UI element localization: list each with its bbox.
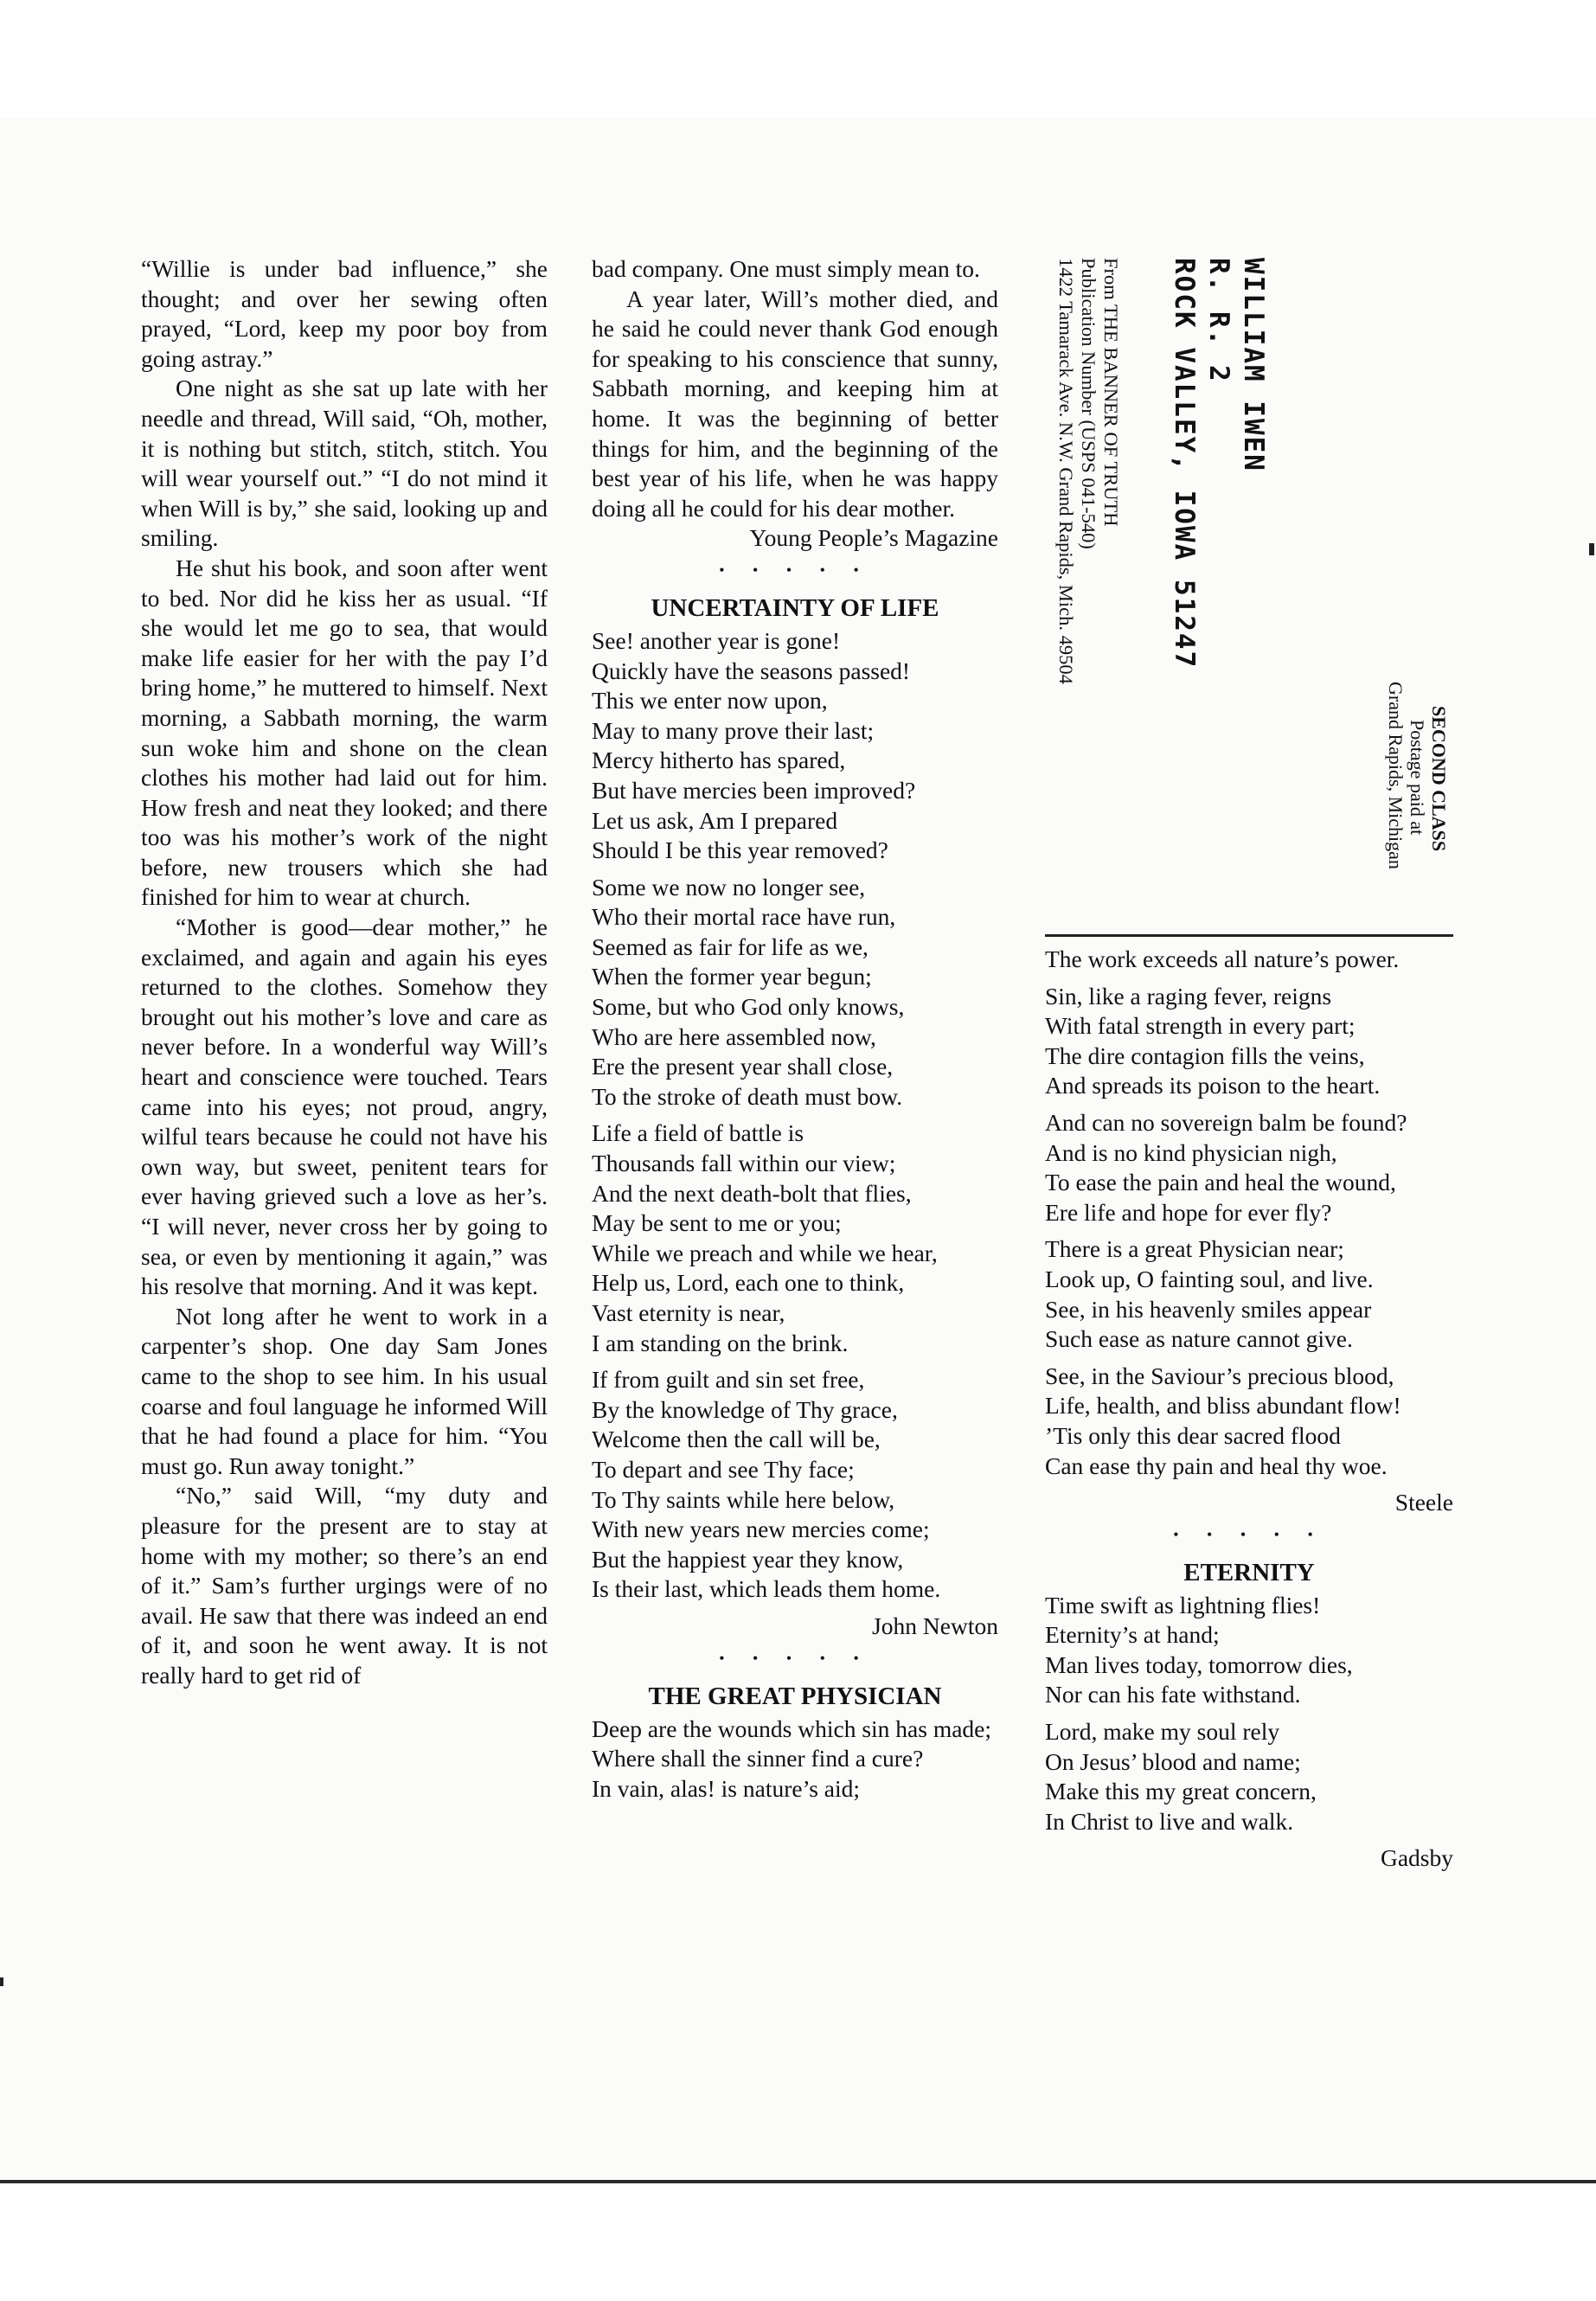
source-credit: Young People’s Magazine: [749, 524, 998, 552]
label-route: R. R. 2: [1203, 258, 1234, 383]
poem-line: There is a great Physician near;: [1045, 1235, 1344, 1263]
poem-line: To Thy saints while here below,: [592, 1485, 895, 1513]
poem-title: THE GREAT PHYSICIAN: [648, 1682, 942, 1710]
separator: • • • • •: [719, 561, 871, 579]
stanza: [592, 626, 998, 866]
label-publication: Publication Number (USPS 041-540): [1078, 258, 1099, 549]
poem-line: Such ease as nature cannot give.: [1045, 1325, 1353, 1353]
poem-line: And the next death-bolt that flies,: [592, 1179, 912, 1207]
label-rule: [1045, 934, 1453, 937]
scan-mark: [0, 1977, 3, 1986]
poem-line: The dire contagion fills the veins,: [1045, 1042, 1365, 1069]
stanza: [1045, 1717, 1453, 1836]
poem-line: Eternity’s at hand;: [1045, 1621, 1220, 1649]
label-from: From THE BANNER OF TRUTH: [1100, 258, 1122, 527]
poem-line: While we preach and while we hear,: [592, 1239, 938, 1266]
poem-line: Who their mortal race have run,: [592, 903, 896, 931]
poem-line: See! another year is gone!: [592, 626, 841, 654]
poem-line: See, in the Saviour’s precious blood,: [1045, 1362, 1394, 1389]
poem-line: Welcome then the call will be,: [592, 1426, 881, 1453]
poem-line: This we enter now upon,: [592, 687, 828, 715]
label-address: 1422 Tamarack Ave. N.W. Grand Rapids, Mich. 49504: [1055, 258, 1077, 684]
poem-line: And is no kind physician nigh,: [1045, 1138, 1337, 1166]
poem-line: With new years new mercies come;: [592, 1516, 930, 1543]
poem-great-physician: [592, 1715, 998, 1804]
poem-line: Is their last, which leads them home.: [592, 1575, 941, 1603]
poem-line: Sin, like a raging fever, reigns: [1045, 982, 1332, 1009]
poem-line: In vain, alas! is nature’s aid;: [592, 1774, 861, 1802]
poem-author: Steele: [1394, 1489, 1453, 1516]
poem-line: Time swift as lightning flies!: [1045, 1591, 1321, 1618]
paragraph: bad company. One must simply mean to.: [592, 255, 980, 282]
poem-line: Who are here assembled now,: [592, 1022, 876, 1050]
stanza: [592, 873, 998, 1112]
stanza: [1045, 1591, 1453, 1710]
story-column-2: [592, 254, 998, 1811]
stanza: [1045, 1108, 1453, 1227]
postage-class: SECOND CLASS: [1428, 706, 1450, 852]
stanza: [1045, 945, 1453, 975]
poem-title: ETERNITY: [1183, 1558, 1315, 1586]
poem-line: And spreads its poison to the heart.: [1045, 1072, 1381, 1099]
poem-line: Make this my great concern,: [1045, 1778, 1317, 1805]
postage-paid: Postage paid at: [1407, 720, 1428, 836]
poem-line: Nor can his fate withstand.: [1045, 1681, 1301, 1708]
poem-line: Ere life and hope for ever fly?: [1045, 1198, 1332, 1226]
poem-line: May to many prove their last;: [592, 716, 875, 744]
postage-city: Grand Rapids, Michigan: [1385, 682, 1407, 869]
poem-line: To the stroke of death must bow.: [592, 1082, 903, 1110]
poem-line: Life, health, and bliss abundant flow!: [1045, 1392, 1401, 1420]
poem-line: And can no sovereign balm be found?: [1045, 1108, 1407, 1136]
poem-line: Some we now no longer see,: [592, 873, 866, 901]
paragraph: Not long after he went to work in a carpenter’s shop. One day Sam Jones came to the shop to see him. In his usual coarse and foul language he informed Will that he had found a place for him. “You must go. Run away tonight.”: [141, 1302, 548, 1479]
paragraph: “Mother is good—dear mother,” he exclaimed, and again and again his eyes returned to the clothes. Somehow they brought out his mother’s love and care as never before. In a wonderful way Will’s heart and conscience were touched. Tears came into his eyes; not proud, angry, wilful tears because he could not have his own way, but sweet, penitent tears for ever having grieved such a love as her’s. “I will never, never cross her by going to sea, or even by mentioning it again,” was his resolve that morning. And it was kept.: [141, 913, 548, 1300]
poem-line: Thousands fall within our view;: [592, 1150, 896, 1177]
poem-line: In Christ to live and walk.: [1045, 1807, 1294, 1835]
poem-line: Some, but who God only knows,: [592, 993, 905, 1021]
poem-line: The work exceeds all nature’s power.: [1045, 945, 1400, 972]
poem-line: On Jesus’ blood and name;: [1045, 1747, 1301, 1775]
stanza: [592, 1715, 998, 1804]
separator: • • • • •: [1173, 1525, 1325, 1543]
poem-line: Should I be this year removed?: [592, 836, 888, 864]
paragraph: “No,” said Will, “my duty and pleasure for the present are to stay at home with my mother; so there’s an end of it.” Sam’s further urgings were of no avail. He saw that there was indeed an end of it, and soon he went away. It is not really hard to get rid of: [141, 1482, 548, 1689]
paragraph: A year later, Will’s mother died, and he said he could never thank God enough for speaking to his conscience that sunny, Sabbath morning, and keeping him at home. It was the beginning of better things for him, and the beginning of the best year of his life, when he was happy doing all he could for his dear mother.: [592, 285, 998, 522]
poem-line: Where shall the sinner find a cure?: [592, 1745, 924, 1772]
poem-line: But have mercies been improved?: [592, 776, 916, 804]
poem-line: ’Tis only this dear sacred flood: [1045, 1421, 1341, 1449]
poem-line: Mercy hitherto has spared,: [592, 747, 846, 774]
poem-line: See, in his heavenly smiles appear: [1045, 1295, 1372, 1323]
stanza: [1045, 982, 1453, 1101]
poem-line: Help us, Lord, each one to think,: [592, 1269, 905, 1297]
poem-line: Look up, O fainting soul, and live.: [1045, 1265, 1374, 1292]
poem-line: May be sent to me or you;: [592, 1209, 842, 1237]
paragraph: He shut his book, and soon after went to bed. Nor did he kiss her as usual. “If she would let me go to sea, that would make life easier for her with the pay I’d bring home,” he muttered to himself. Next morning, a Sabbath morning, the warm sun woke him and shone on the clean clothes his mother had laid out for him. How fresh and neat they looked; and there too was his mother’s work of the night before, new trousers which she had finished for him to wear at church.: [141, 554, 548, 911]
poem-column-3: [1045, 945, 1453, 1874]
label-city: ROCK VALLEY, IOWA 51247: [1169, 258, 1200, 670]
poem-line: Ere the present year shall close,: [592, 1053, 894, 1080]
poem-line: When the former year begun;: [592, 963, 872, 990]
poem-line: I am standing on the brink.: [592, 1329, 849, 1356]
poem-line: Deep are the wounds which sin has made;: [592, 1715, 992, 1742]
poem-great-physician-continued: [1045, 945, 1453, 1481]
separator: • • • • •: [719, 1649, 871, 1667]
poem-author: Gadsby: [1380, 1844, 1453, 1872]
poem-line: If from guilt and sin set free,: [592, 1366, 865, 1394]
paragraph: One night as she sat up late with her needle and thread, Will said, “Oh, mother, it is nothing but stitch, stitch, stitch. You will wear yourself out.” “I do not mind it when Will is by,” she said, looking up and smiling.: [141, 375, 548, 552]
poem-title: UNCERTAINTY OF LIFE: [651, 593, 939, 622]
poem-line: To ease the pain and heal the wound,: [1045, 1169, 1396, 1196]
poem-line: Seemed as fair for life as we,: [592, 933, 869, 960]
page-bottom-edge: [0, 2180, 1596, 2183]
poem-line: To depart and see Thy face;: [592, 1455, 855, 1483]
poem-line: With fatal strength in every part;: [1045, 1012, 1356, 1040]
poem-uncertainty: [592, 626, 998, 1605]
poem-author: John Newton: [872, 1612, 998, 1639]
poem-eternity: [1045, 1591, 1453, 1837]
stanza: [1045, 1362, 1453, 1481]
stanza: [592, 1365, 998, 1605]
label-name: WILLIAM IWEN: [1238, 258, 1269, 472]
poem-line: Can ease thy pain and heal thy woe.: [1045, 1452, 1388, 1479]
scan-mark: [1589, 543, 1594, 555]
stanza: [592, 1118, 998, 1358]
poem-line: Lord, make my soul rely: [1045, 1718, 1280, 1746]
poem-line: But the happiest year they know,: [592, 1545, 904, 1573]
poem-line: Life a field of battle is: [592, 1119, 804, 1147]
story-column-1: [141, 254, 548, 1691]
poem-line: By the knowledge of Thy grace,: [592, 1395, 898, 1423]
stanza: [1045, 1234, 1453, 1354]
poem-line: Let us ask, Am I prepared: [592, 806, 838, 834]
paragraph: “Willie is under bad influence,” she thought; and over her sewing often prayed, “Lord, keep my poor boy from going astray.”: [141, 255, 548, 372]
poem-line: Vast eternity is near,: [592, 1299, 785, 1326]
poem-line: Man lives today, tomorrow dies,: [1045, 1650, 1353, 1678]
poem-line: Quickly have the seasons passed!: [592, 657, 911, 684]
